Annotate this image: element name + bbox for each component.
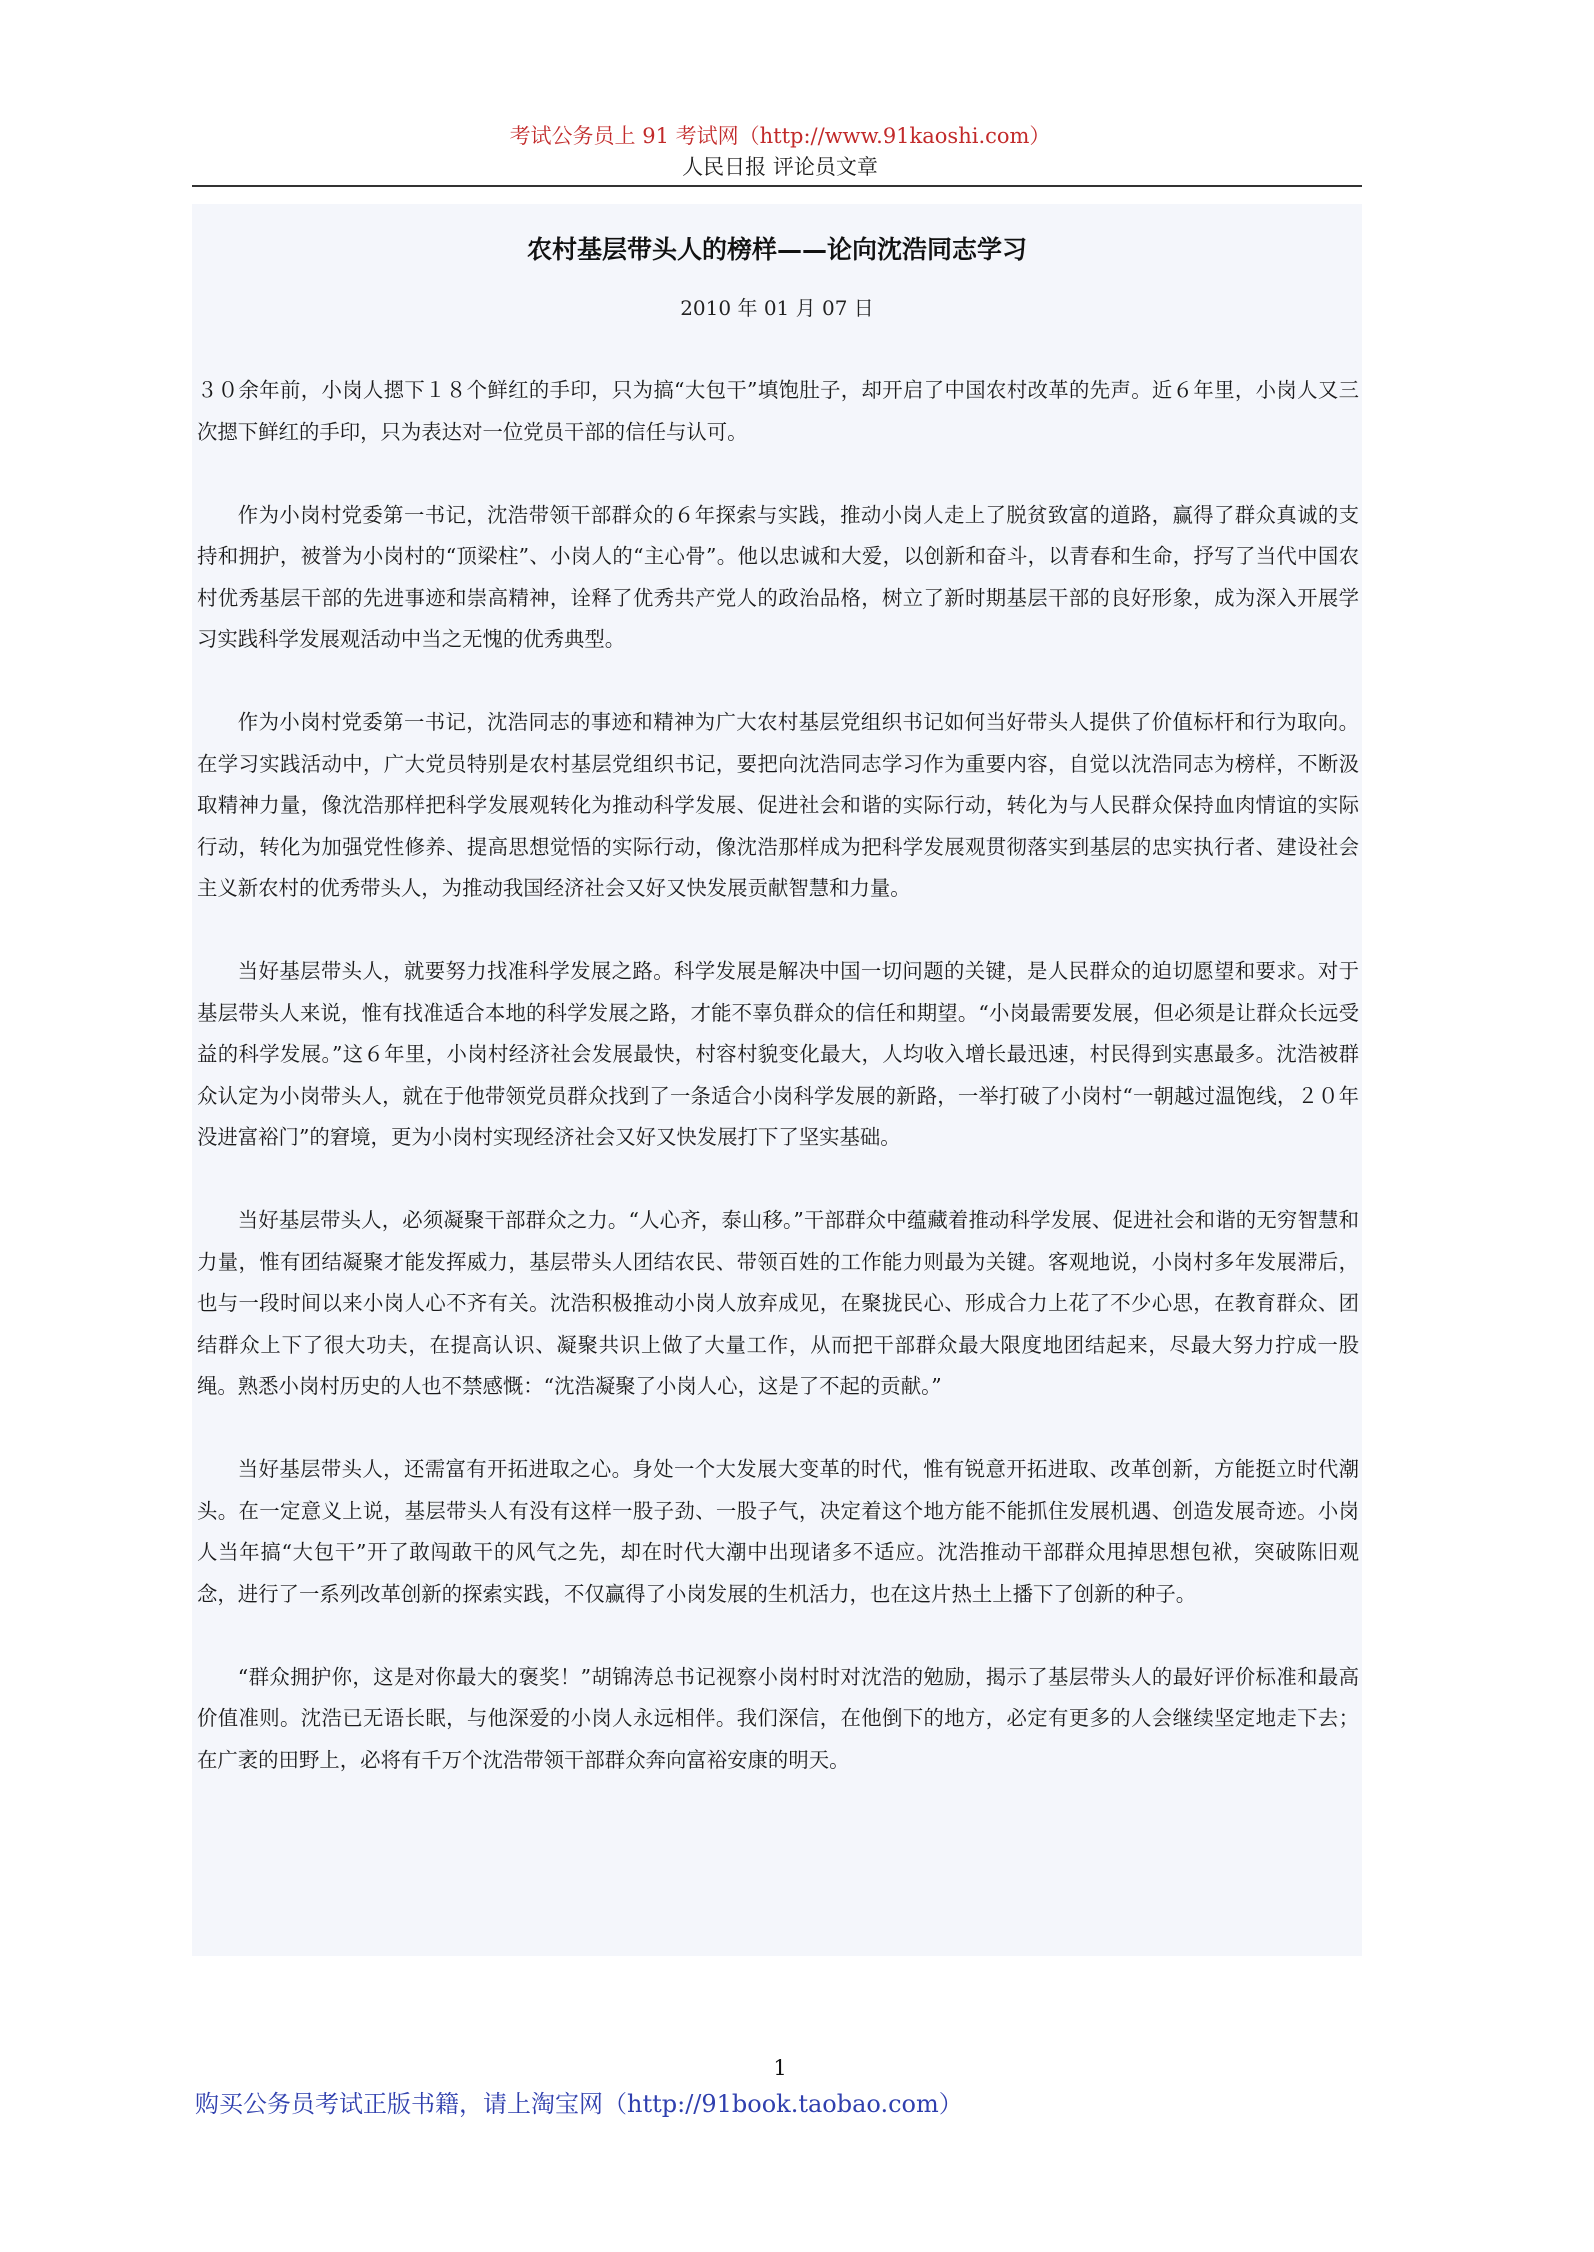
article-title: 农村基层带头人的榜样——论向沈浩同志学习: [526, 235, 1027, 264]
article-date: 2010 年 01 月 07 日: [680, 296, 874, 320]
header-divider: [192, 185, 1362, 187]
footer-ad-link[interactable]: 购买公务员考试正版书籍，请上淘宝网（http://91book.taobao.com）: [195, 2090, 963, 2118]
header-site-link[interactable]: 考试公务员上 91 考试网（http://www.91kaoshi.com）: [509, 124, 1051, 148]
paragraph-5: 当好基层带头人，必须凝聚干部群众之力。“人心齐，泰山移。”干部群众中蕴藏着推动科学发展、促进社会和谐的无穷智慧和力量，惟有团结凝聚才能发挥威力，基层带头人团结农民、带领百姓的工作能力则最为关键。客观地说，小岗村多年发展滞后，也与一段时间以来小岗人心不齐有关。沈浩积极推动小岗人放弃成见，在聚拢民心、形成合力上花了不少心思，在教育群众、团结群众上下了很大功夫，在提高认识、凝聚共识上做了大量工作，从而把干部群众最大限度地团结起来，尽最大努力拧成一股绳。熟悉小岗村历史的人也不禁感慨：“沈浩凝聚了小岗人心，这是了不起的贡献。”: [197, 1208, 1359, 1398]
paragraph-4: 当好基层带头人，就要努力找准科学发展之路。科学发展是解决中国一切问题的关键，是人民群众的迫切愿望和要求。对于基层带头人来说，惟有找准适合本地的科学发展之路，才能不辜负群众的信任和期望。“小岗最需要发展，但必须是让群众长远受益的科学发展。”这６年里，小岗村经济社会发展最快，村容村貌变化最大，人均收入增长最迅速，村民得到实惠最多。沈浩被群众认定为小岗带头人，就在于他带领党员群众找到了一条适合小岗科学发展的新路，一举打破了小岗村“一朝越过温饱线，２０年没进富裕门”的窘境，更为小岗村实现经济社会又好又快发展打下了坚实基础。: [197, 959, 1359, 1149]
page-number: 1: [773, 2056, 787, 2080]
header-subtitle: 人民日报 评论员文章: [682, 155, 878, 179]
paragraph-6: 当好基层带头人，还需富有开拓进取之心。身处一个大发展大变革的时代，惟有锐意开拓进取、改革创新，方能挺立时代潮头。在一定意义上说，基层带头人有没有这样一股子劲、一股子气，决定着这个地方能不能抓住发展机遇、创造发展奇迹。小岗人当年搞“大包干”开了敢闯敢干的风气之先，却在时代大潮中出现诸多不适应。沈浩推动干部群众甩掉思想包袱，突破陈旧观念，进行了一系列改革创新的探索实践，不仅赢得了小岗发展的生机活力，也在这片热土上播下了创新的种子。: [197, 1457, 1359, 1606]
paragraph-3: 作为小岗村党委第一书记，沈浩同志的事迹和精神为广大农村基层党组织书记如何当好带头人提供了价值标杆和行为取向。在学习实践活动中，广大党员特别是农村基层党组织书记，要把向沈浩同志学习作为重要内容，自觉以沈浩同志为榜样，不断汲取精神力量，像沈浩那样把科学发展观转化为推动科学发展、促进社会和谐的实际行动，转化为与人民群众保持血肉情谊的实际行动，转化为加强党性修养、提高思想觉悟的实际行动，像沈浩那样成为把科学发展观贯彻落实到基层的忠实执行者、建设社会主义新农村的优秀带头人，为推动我国经济社会又好又快发展贡献智慧和力量。: [197, 710, 1359, 900]
paragraph-1: ３０余年前，小岗人摁下１８个鲜红的手印，只为搞“大包干”填饱肚子，却开启了中国农村改革的先声。近６年里，小岗人又三次摁下鲜红的手印，只为表达对一位党员干部的信任与认可。: [197, 378, 1359, 444]
paragraph-7: “群众拥护你，这是对你最大的褒奖！”胡锦涛总书记视察小岗村时对沈浩的勉励，揭示了基层带头人的最好评价标准和最高价值准则。沈浩已无语长眠，与他深爱的小岗人永远相伴。我们深信，在他倒下的地方，必定有更多的人会继续坚定地走下去；在广袤的田野上，必将有千万个沈浩带领干部群众奔向富裕安康的明天。: [197, 1664, 1359, 1772]
article-body: [197, 370, 1359, 1823]
paragraph-2: 作为小岗村党委第一书记，沈浩带领干部群众的６年探索与实践，推动小岗人走上了脱贫致富的道路，赢得了群众真诚的支持和拥护，被誉为小岗村的“顶梁柱”、小岗人的“主心骨”。他以忠诚和大爱，以创新和奋斗，以青春和生命，抒写了当代中国农村优秀基层干部的先进事迹和崇高精神，诠释了优秀共产党人的政治品格，树立了新时期基层干部的良好形象，成为深入开展学习实践科学发展观活动中当之无愧的优秀典型。: [197, 502, 1359, 651]
